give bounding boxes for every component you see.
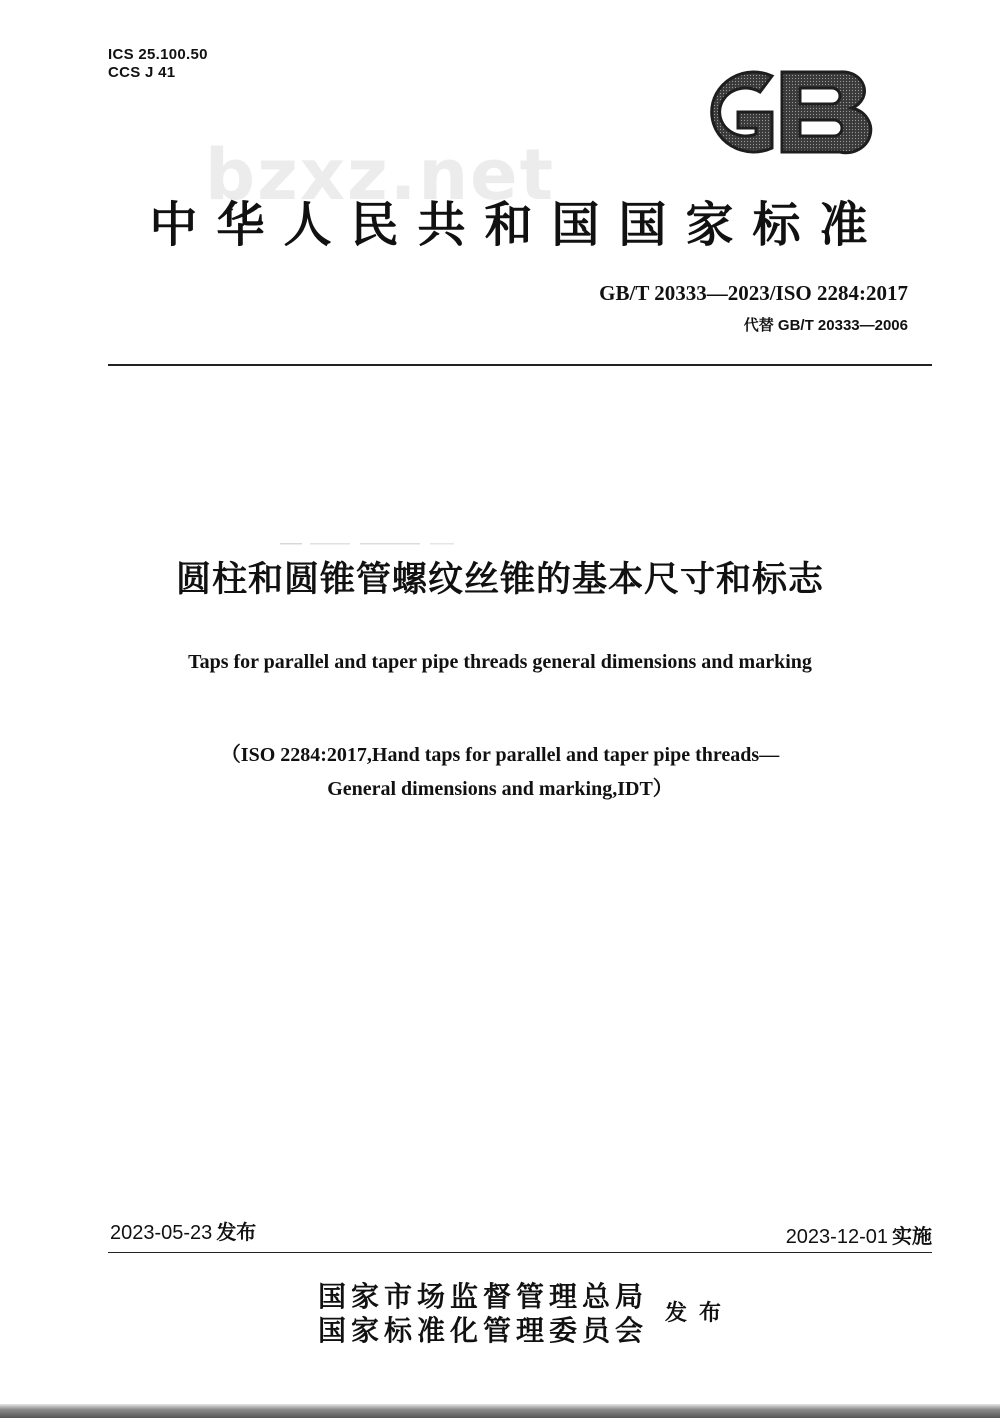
issuer-samr: 国家市场监督管理总局 — [318, 1280, 649, 1313]
publish-date — [110, 1218, 256, 1247]
publish-date-label: 发布 — [216, 1220, 257, 1244]
iso-reference-line-1: （ISO 2284:2017,Hand taps for parallel and taper pipe threads— — [220, 744, 780, 766]
top-divider — [108, 364, 932, 366]
iso-reference — [40, 738, 960, 806]
watermark-text: bzxz.net — [205, 134, 556, 216]
gb-logo-icon — [680, 62, 875, 162]
implement-date — [786, 1222, 932, 1251]
standard-number: GB/T 20333—2023/ISO 2284:2017 — [599, 281, 908, 305]
issuing-authorities — [318, 1280, 648, 1348]
national-standard-title: 中华人民共和国国家标准 — [149, 197, 887, 253]
bottom-divider — [108, 1252, 932, 1253]
implement-date-label: 实施 — [892, 1224, 932, 1248]
ccs-code: CCS J 41 — [108, 64, 176, 81]
document-title-english: Taps for parallel and taper pipe threads general dimensions and marking — [188, 651, 812, 673]
scan-edge-shadow — [0, 1404, 1000, 1418]
issuer-sac: 国家标准化管理委员会 — [318, 1314, 649, 1347]
iso-reference-line-2: General dimensions and marking,IDT） — [327, 778, 673, 800]
implement-date-value: 2023-12-01 — [785, 1226, 888, 1248]
ics-code: ICS 25.100.50 — [108, 46, 208, 63]
document-title-chinese: 圆柱和圆锥管螺纹丝锥的基本尺寸和标志 — [175, 560, 824, 600]
replaces-standard: 代替 GB/T 20333—2006 — [743, 317, 908, 334]
issue-action: 发布 — [665, 1300, 734, 1326]
classification-codes — [108, 46, 208, 82]
publish-date-value: 2023-05-23 — [110, 1222, 213, 1244]
scan-artifact — [280, 541, 460, 547]
